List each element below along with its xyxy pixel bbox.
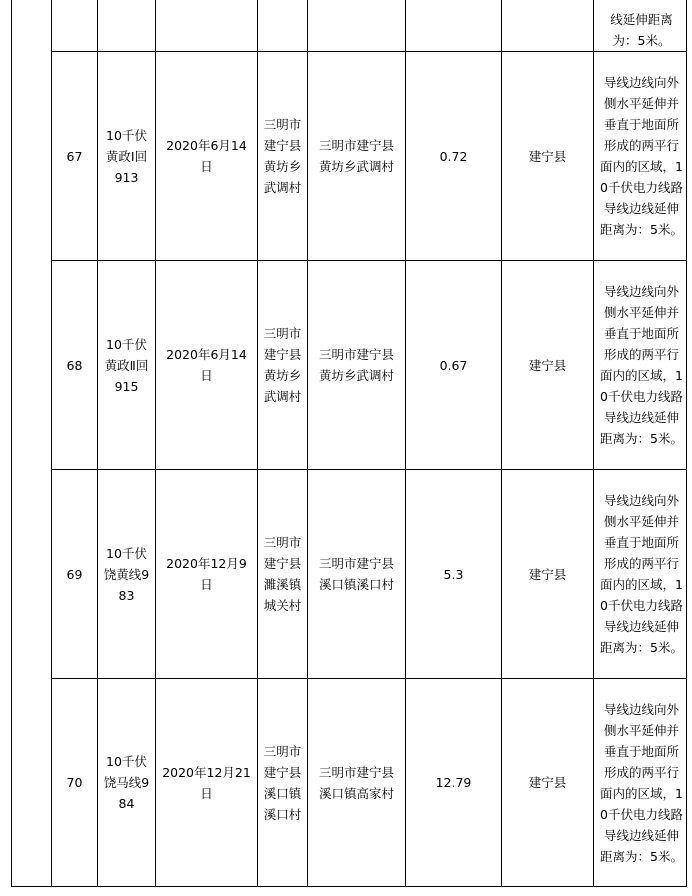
cell-area bbox=[308, 0, 406, 52]
power-line-table bbox=[11, 0, 687, 887]
cell-date: 2020年12月21日 bbox=[156, 679, 258, 887]
table-row bbox=[12, 52, 687, 261]
cell-name: 10千伏黄政Ⅰ回913 bbox=[98, 52, 156, 261]
cell-date: 2020年6月14日 bbox=[156, 52, 258, 261]
cell-remark: 导线边线向外侧水平延伸并垂直于地面所形成的两平行面内的区域，10千伏电力线路导线边线延伸距离为：5米。 bbox=[594, 470, 687, 679]
cell-remark: 导线边线向外侧水平延伸并垂直于地面所形成的两平行面内的区域，10千伏电力线路导线边线延伸距离为：5米。 bbox=[594, 52, 687, 261]
table-row-continued bbox=[12, 0, 687, 52]
cell-location: 三明市建宁县溪口镇溪口村 bbox=[258, 679, 308, 887]
cell-length: 0.72 bbox=[406, 52, 502, 261]
cell-length: 12.79 bbox=[406, 679, 502, 887]
cell-no: 68 bbox=[52, 261, 98, 470]
cell-area: 三明市建宁县溪口镇高家村 bbox=[308, 679, 406, 887]
cell-name: 10千伏饶黄线983 bbox=[98, 470, 156, 679]
cell-location: 三明市建宁县黄坊乡武调村 bbox=[258, 52, 308, 261]
cell-county: 建宁县 bbox=[502, 261, 594, 470]
cell-area: 三明市建宁县溪口镇溪口村 bbox=[308, 470, 406, 679]
cell-length: 0.67 bbox=[406, 261, 502, 470]
cell-county: 建宁县 bbox=[502, 470, 594, 679]
cell-length: 5.3 bbox=[406, 470, 502, 679]
cell-remark: 导线边线向外侧水平延伸并垂直于地面所形成的两平行面内的区域，10千伏电力线路导线边线延伸距离为：5米。 bbox=[594, 261, 687, 470]
cell-no: 70 bbox=[52, 679, 98, 887]
cell-date bbox=[156, 0, 258, 52]
left-merged-column bbox=[12, 0, 52, 887]
cell-date: 2020年12月9日 bbox=[156, 470, 258, 679]
cell-length bbox=[406, 0, 502, 52]
cell-remark: 导线边线向外侧水平延伸并垂直于地面所形成的两平行面内的区域，10千伏电力线路导线边线延伸距离为：5米。 bbox=[594, 679, 687, 887]
cell-name: 10千伏饶马线984 bbox=[98, 679, 156, 887]
table-row bbox=[12, 261, 687, 470]
cell-county bbox=[502, 0, 594, 52]
table-row bbox=[12, 679, 687, 887]
cell-date: 2020年6月14日 bbox=[156, 261, 258, 470]
cell-no: 67 bbox=[52, 52, 98, 261]
cell-area: 三明市建宁县黄坊乡武调村 bbox=[308, 52, 406, 261]
cell-location bbox=[258, 0, 308, 52]
cell-location: 三明市建宁县黄坊乡武调村 bbox=[258, 261, 308, 470]
cell-name bbox=[98, 0, 156, 52]
cell-county: 建宁县 bbox=[502, 52, 594, 261]
cell-remark: 线延伸距离为：5米。 bbox=[594, 0, 687, 52]
cell-name: 10千伏黄政Ⅱ回915 bbox=[98, 261, 156, 470]
cell-no: 69 bbox=[52, 470, 98, 679]
table-row bbox=[12, 470, 687, 679]
cell-area: 三明市建宁县黄坊乡武调村 bbox=[308, 261, 406, 470]
cell-county: 建宁县 bbox=[502, 679, 594, 887]
cell-location: 三明市建宁县濉溪镇城关村 bbox=[258, 470, 308, 679]
cell-no bbox=[52, 0, 98, 52]
